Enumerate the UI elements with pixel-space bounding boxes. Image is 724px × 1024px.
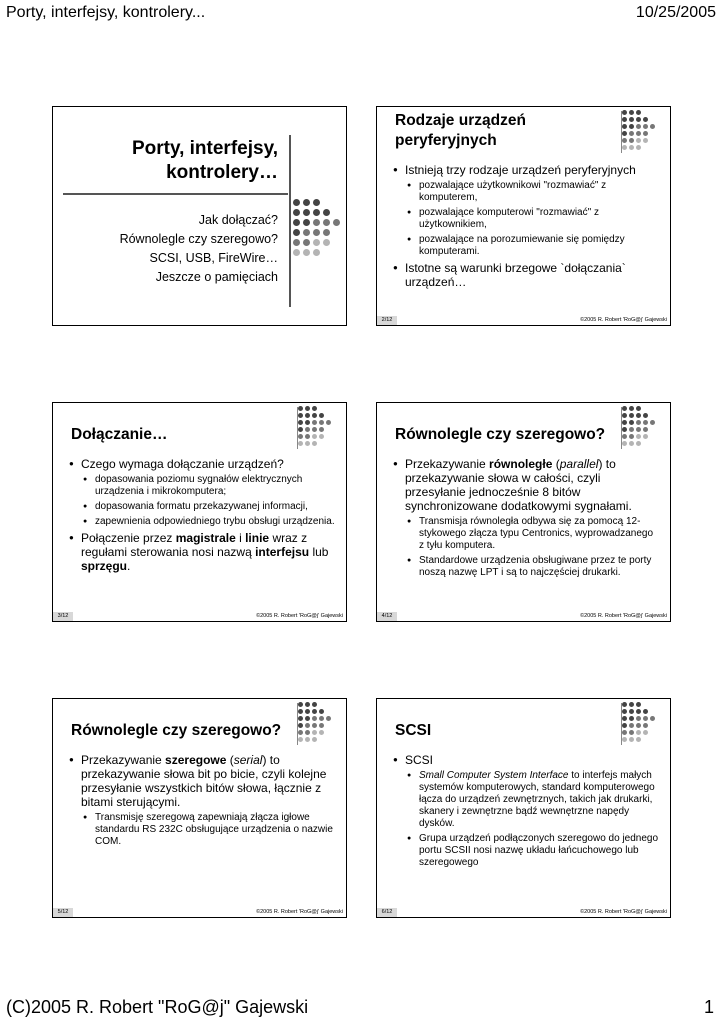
text-run: ) to przekazywanie słowa bit po bicie, czyli kolejne przesyłanie wszystkich bitów słowa, łącznie z bitami sterującymi. <box>81 753 327 809</box>
bullet-item: ● Istnieją trzy rodzaje urządzeń peryferyjnych <box>391 163 660 177</box>
bold-term: interfejsu <box>255 545 310 559</box>
slide-copyright: ©2005 R. Robert 'RoG@j' Gajewski <box>580 909 667 915</box>
page-header-title: Porty, interfejsy, kontrolery... <box>6 4 206 21</box>
slide-number: 2/12 <box>377 316 397 325</box>
bold-term: szeregowe <box>165 753 227 767</box>
text-run: . <box>127 559 131 573</box>
subtitle-item: Równolegle czy szeregowo? <box>119 232 278 246</box>
sub-bullet-item: ● zapewnienia odpowiedniego trybu obsługi urządzenia. <box>67 516 336 528</box>
text-run: ) to przekazywanie słowa w całości, czyli przesyłanie jednocześnie 8 bitów synchronizowane dodatkowymi sygnałami. <box>405 457 632 513</box>
divider-vertical <box>289 135 291 307</box>
slide-title: Równolegle czy szeregowo? <box>395 426 606 443</box>
sub-bullet-item: ● dopasowania formatu przekazywanej informacji, <box>67 501 336 513</box>
sub-bullet-item: ● Transmisja równoległa odbywa się za pomocą 12-stykowego złącza typu Centronics, wyprowadzanego z tyłu komputera. <box>391 516 660 552</box>
slide-number: 3/12 <box>53 612 73 621</box>
text-run: wraz z regułami sterowania nosi nazwą <box>81 531 308 559</box>
sub-bullet-item: ● pozwalające na porozumiewanie się pomiędzy komputerami. <box>391 234 660 258</box>
italic-term: parallel <box>559 457 599 471</box>
italic-term: Small Computer System Interface <box>419 770 569 781</box>
text-run: to interfejs małych systemów komputerowych, standard komputerowego łącza do urządzeń zewnętrznych, takich jak drukarki, skanery i zewnętrzne bądź wewnętrzne napędy dysków. <box>419 770 655 829</box>
slide-1 <box>52 106 347 326</box>
slide-body <box>391 457 660 582</box>
sub-bullet-item: ● Transmisję szeregową zapewniają złącza igłowe standardu RS 232C obsługujące urządzenia o nazwie COM. <box>67 812 336 848</box>
slide-5 <box>52 698 347 918</box>
dot-grid-decoration <box>622 702 658 744</box>
slide-copyright: ©2005 R. Robert 'RoG@j' Gajewski <box>256 909 343 915</box>
bullet-item: ● SCSI <box>391 753 660 767</box>
slide-title: SCSI <box>395 722 432 739</box>
dot-grid-decoration <box>298 702 334 744</box>
bold-term: linie <box>245 531 270 545</box>
sub-bullet-item: ● Grupa urządzeń podłączonych szeregowo do jednego portu SCSII nosi nazwę układu łańcuchowego lub szeregowego <box>391 833 660 869</box>
sub-bullet-item: ● dopasowania poziomu sygnałów elektrycznych urządzenia i mikrokomputera; <box>67 474 336 498</box>
bold-term: równoległe <box>489 457 553 471</box>
divider-horizontal <box>63 193 288 195</box>
slide-body <box>391 163 660 292</box>
bullet-item <box>67 531 336 573</box>
slide-6 <box>376 698 671 918</box>
dot-grid-decoration <box>293 199 345 259</box>
slide-title: Rodzaje urządzeń peryferyjnych <box>395 112 526 149</box>
subtitle-item: Jak dołączać? <box>198 213 278 227</box>
slide-4 <box>376 402 671 622</box>
text-run: lub <box>309 545 329 559</box>
slide-body <box>67 753 336 851</box>
dot-grid-decoration <box>622 110 658 152</box>
sub-bullet-item <box>391 770 660 830</box>
bold-term: sprzęgu <box>81 559 128 573</box>
slide-copyright: ©2005 R. Robert 'RoG@j' Gajewski <box>580 613 667 619</box>
text-run: ( <box>552 457 560 471</box>
slide-3 <box>52 402 347 622</box>
page-number: 1 <box>703 997 714 1017</box>
slide-body <box>67 457 336 576</box>
bullet-item: ● Czego wymaga dołączanie urządzeń? <box>67 457 336 471</box>
slide-title-line: Porty, interfejsy, <box>131 138 278 159</box>
slide-number: 4/12 <box>377 612 397 621</box>
slide-number: 5/12 <box>53 908 73 917</box>
slide-number: 6/12 <box>377 908 397 917</box>
text-run: Przekazywanie <box>81 753 166 767</box>
text-run: Przekazywanie <box>405 457 490 471</box>
sub-bullet-item: ● pozwalające komputerowi "rozmawiać" z użytkownikiem, <box>391 207 660 231</box>
text-run: Połączenie przez <box>81 531 176 545</box>
bullet-item <box>67 753 336 809</box>
slide-2 <box>376 106 671 326</box>
text-run: ( <box>226 753 234 767</box>
subtitle-item: SCSI, USB, FireWire… <box>149 251 278 265</box>
dot-grid-decoration <box>298 406 334 448</box>
slide-title <box>78 137 278 185</box>
slide-title-line: kontrolery… <box>166 162 278 183</box>
sub-bullet-item: ● Standardowe urządzenia obsługiwane przez te porty noszą nazwę LPT i są to najczęściej drukarki. <box>391 555 660 579</box>
text-run: i <box>235 531 246 545</box>
subtitle-item: Jeszcze o pamięciach <box>155 270 278 284</box>
slide-title: Równolegle czy szeregowo? <box>71 722 282 739</box>
page-header-date: 10/25/2005 <box>635 4 716 21</box>
page-footer-copyright: (C)2005 R. Robert "RoG@j" Gajewski <box>6 997 309 1017</box>
bullet-item: ● Istotne są warunki brzegowe `dołączania` urządzeń… <box>391 261 660 289</box>
bold-term: magistrale <box>175 531 236 545</box>
sub-bullet-item: ● pozwalające użytkownikowi "rozmawiać" z komputerem, <box>391 180 660 204</box>
bullet-item <box>391 457 660 513</box>
slide-subtitle-list <box>68 211 278 287</box>
slide-copyright: ©2005 R. Robert 'RoG@j' Gajewski <box>256 613 343 619</box>
slide-body <box>391 753 660 872</box>
slide-copyright: ©2005 R. Robert 'RoG@j' Gajewski <box>580 317 667 323</box>
italic-term: serial <box>233 753 263 767</box>
slide-title: Dołączanie… <box>71 426 168 443</box>
dot-grid-decoration <box>622 406 658 448</box>
